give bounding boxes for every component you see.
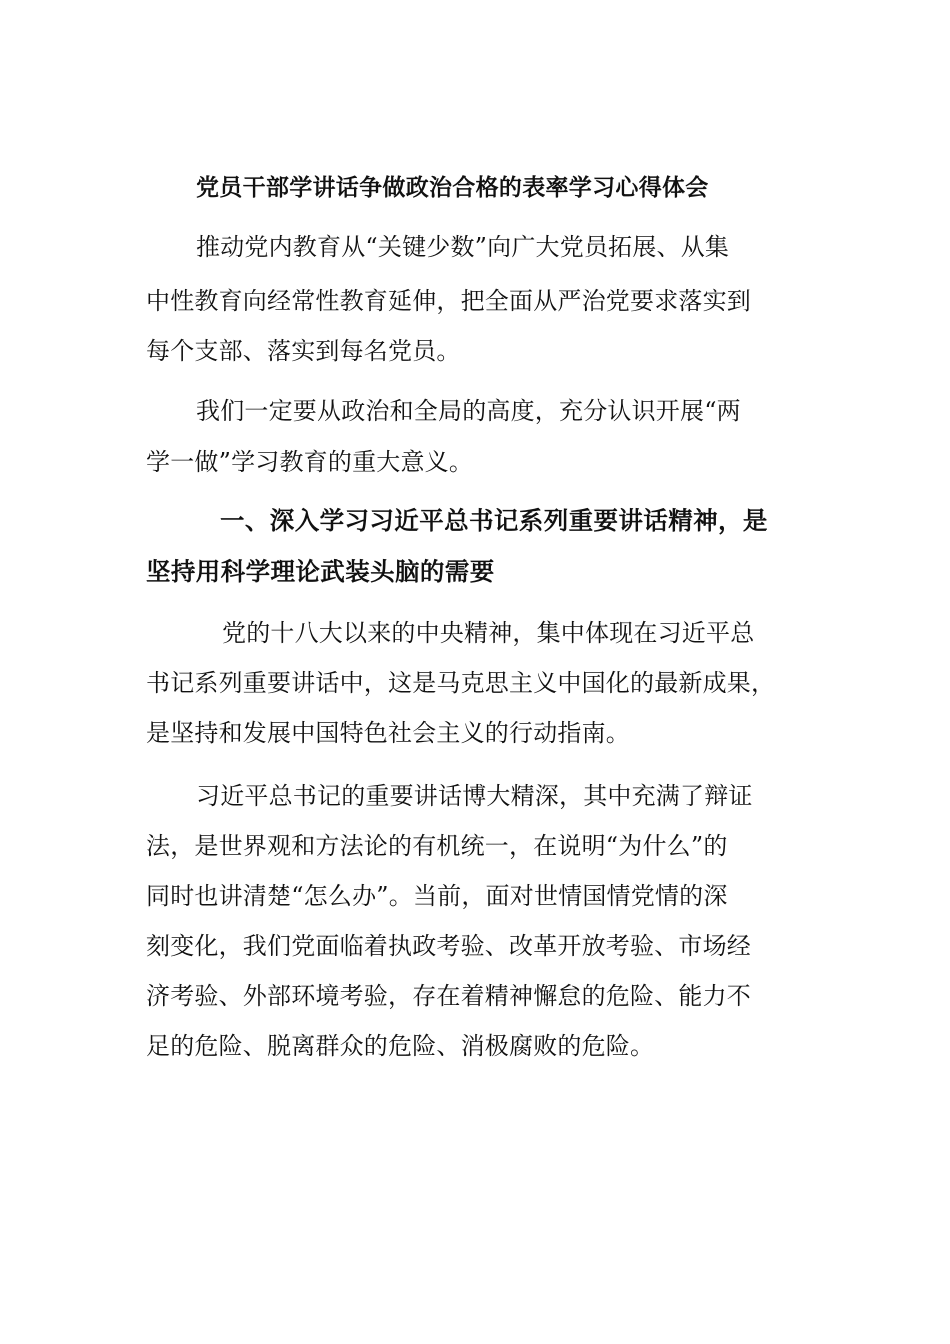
paragraph-line: 刻变化，我们党面临着执政考验、改革开放考验、市场经	[146, 932, 751, 960]
paragraph-line: 每个支部、落实到每名党员。	[146, 337, 461, 365]
section-heading-line: 一、深入学习习近平总书记系列重要讲话精神，是	[220, 506, 768, 535]
paragraph-line: 中性教育向经常性教育延伸，把全面从严治党要求落实到	[146, 287, 751, 315]
paragraph-line: 是坚持和发展中国特色社会主义的行动指南。	[146, 719, 630, 747]
paragraph-line: 法，是世界观和方法论的有机统一，在说明“为什么”的	[146, 832, 728, 860]
document-title: 党员干部学讲话争做政治合格的表率学习心得体会	[196, 174, 709, 201]
paragraph-line: 推动党内教育从“关键少数”向广大党员拓展、从集	[196, 233, 730, 261]
paragraph-line: 足的危险、脱离群众的危险、消极腐败的危险。	[146, 1032, 655, 1060]
paragraph-line: 习近平总书记的重要讲话博大精深，其中充满了辩证	[196, 782, 753, 810]
paragraph-line: 济考验、外部环境考验，存在着精神懈怠的危险、能力不	[146, 982, 751, 1010]
paragraph-line: 书记系列重要讲话中，这是马克思主义中国化的最新成果，	[146, 669, 776, 697]
paragraph-line: 我们一定要从政治和全局的高度，充分认识开展“两	[196, 397, 741, 425]
paragraph-line: 同时也讲清楚“怎么办”。当前，面对世情国情党情的深	[146, 882, 728, 910]
paragraph-line: 学一做”学习教育的重大意义。	[146, 448, 474, 476]
paragraph-line: 党的十八大以来的中央精神，集中体现在习近平总	[222, 619, 755, 647]
section-heading-line: 坚持用科学理论武装头脑的需要	[146, 557, 495, 586]
